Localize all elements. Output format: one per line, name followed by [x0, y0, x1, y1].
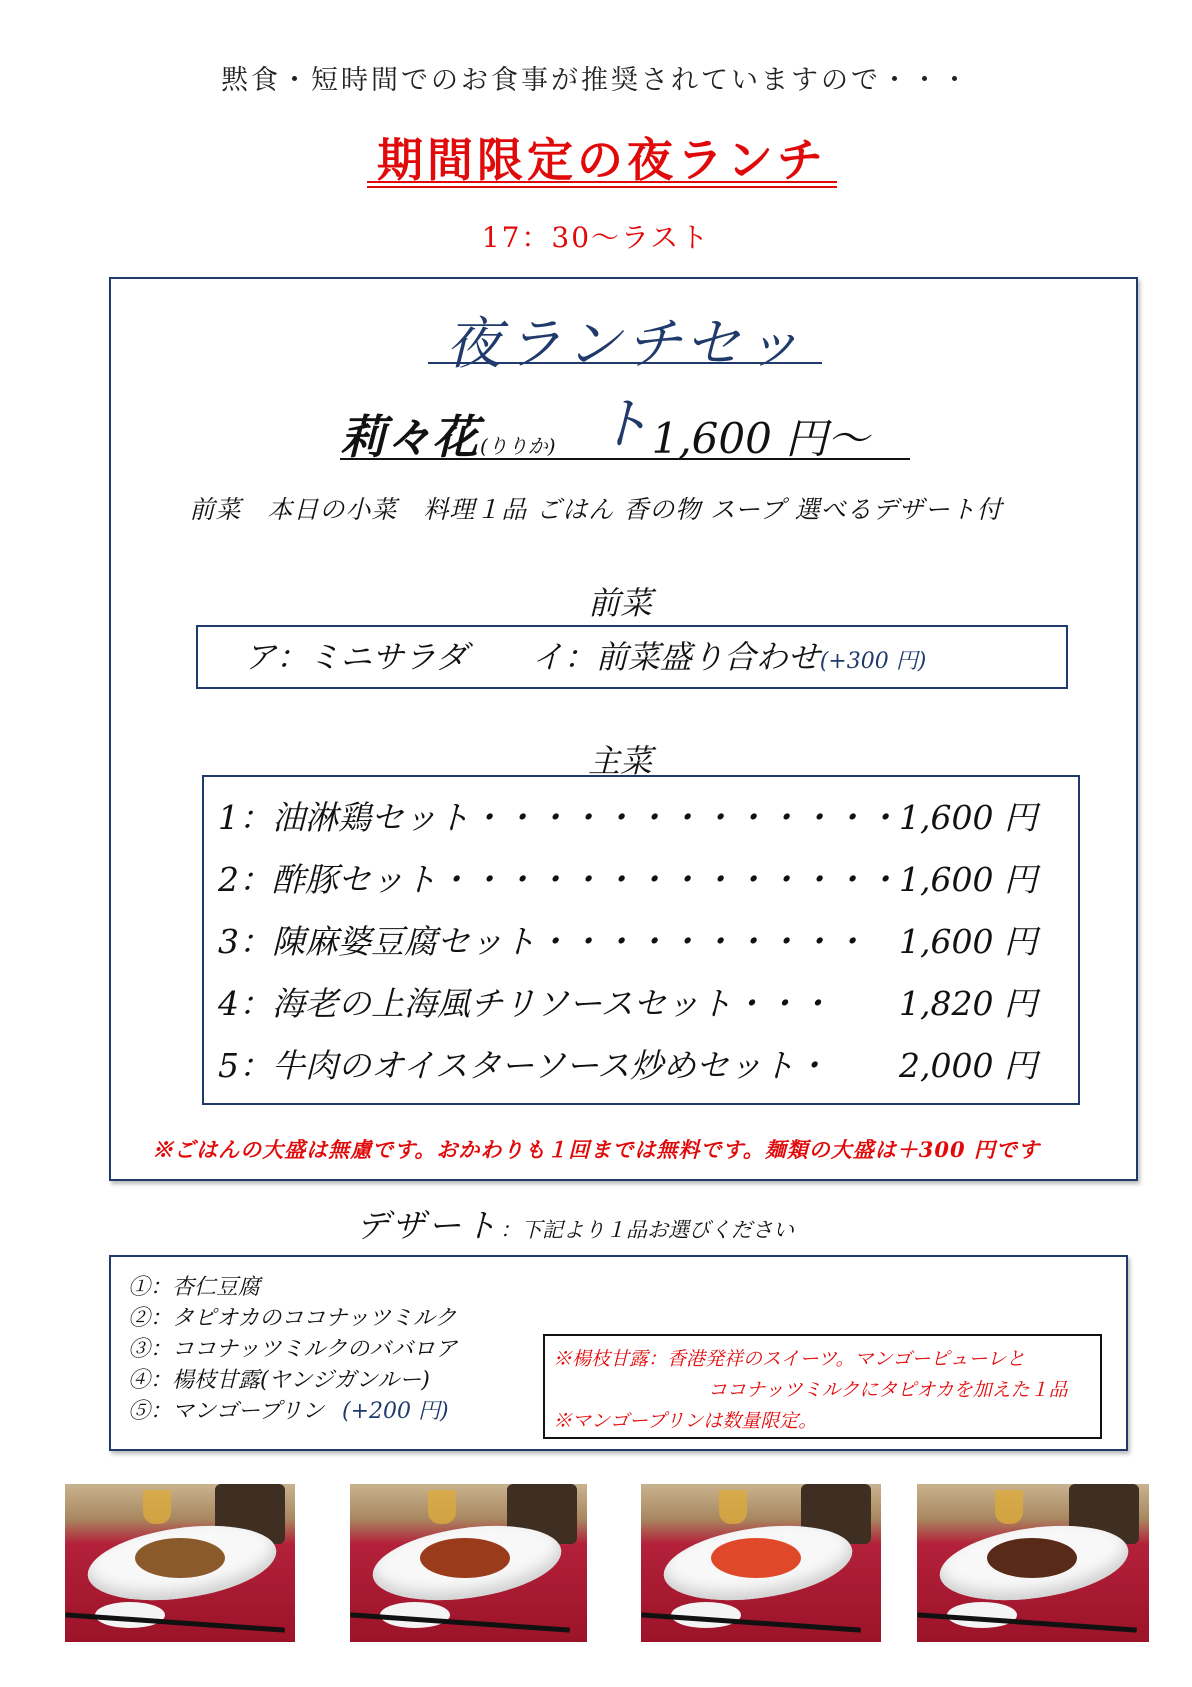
- dish-row: [204, 849, 1078, 911]
- dish-price: 2,000 円: [899, 1046, 1037, 1085]
- food-shape: [420, 1538, 510, 1578]
- dish-name: 2：酢豚セット・・・・・・・・・・・・・・: [218, 860, 899, 899]
- dish-row: [204, 973, 1078, 1035]
- course-name: 莉々花: [340, 410, 478, 464]
- service-hours: 17：30～ラスト: [481, 221, 711, 254]
- course-includes: 前菜 本日の小菜 料理１品 ごはん 香の物 スープ 選べるデザート付: [189, 495, 1003, 524]
- dessert-item: [128, 1396, 457, 1427]
- dessert-label: ⑤：マンゴープリン: [128, 1399, 325, 1424]
- dessert-subtitle: ：下記より１品お選びください: [500, 1218, 794, 1242]
- course-underline: [340, 458, 910, 460]
- course-reading: (りりか): [480, 434, 556, 458]
- set-title-underline: [428, 362, 822, 364]
- starter-option-b-extra: (+300 円): [819, 649, 927, 674]
- dessert-label: ④：楊枝甘露(ヤンジガンルー): [128, 1368, 430, 1393]
- dessert-item: [128, 1365, 457, 1396]
- dessert-heading: [356, 1200, 794, 1247]
- dessert-item: [128, 1303, 457, 1334]
- dish-photo-2: [350, 1484, 587, 1642]
- dish-price: 1,600 円: [899, 922, 1037, 961]
- dish-photo-3: [641, 1484, 881, 1642]
- glass-shape: [428, 1490, 456, 1524]
- intro-text: 黙食・短時間でのお食事が推奨されていますので・・・: [221, 65, 971, 96]
- starter-options-box: [196, 625, 1068, 689]
- food-shape: [987, 1538, 1077, 1578]
- dish-price: 1,600 円: [899, 860, 1037, 899]
- course-price: 1,600 円～: [651, 414, 870, 463]
- glass-shape: [995, 1490, 1023, 1524]
- dessert-item: [128, 1334, 457, 1365]
- dish-name: 4：海老の上海風チリソースセット・・・: [218, 984, 832, 1023]
- dessert-label: ①：杏仁豆腐: [128, 1275, 261, 1300]
- dish-row: [204, 1035, 1078, 1097]
- rice-note: ※ごはんの大盛は無慮です。おかわりも１回までは無料です。麺類の大盛は＋300 円です: [152, 1137, 1040, 1162]
- dish-photo-1: [65, 1484, 295, 1642]
- dish-row: [204, 787, 1078, 849]
- starter-heading: 前菜: [587, 584, 652, 622]
- main-dish-heading: 主菜: [587, 742, 652, 780]
- starter-option-b: イ：前菜盛り合わせ: [531, 638, 820, 676]
- dessert-label: ②：タピオカのココナッツミルク: [128, 1306, 457, 1331]
- dessert-list: [128, 1272, 457, 1427]
- dessert-note: ココナッツミルクにタピオカを加えた１品: [708, 1379, 1068, 1401]
- main-dish-list: [202, 775, 1080, 1105]
- dessert-note-box: [543, 1334, 1102, 1439]
- starter-option-a: ア：ミニサラダ: [244, 638, 468, 676]
- dish-name: 1：油淋鶏セット・・・・・・・・・・・・・: [218, 798, 899, 837]
- dish-name: 3：陳麻婆豆腐セット・・・・・・・・・・: [218, 922, 866, 961]
- title-underline-bottom: [367, 186, 837, 188]
- dish-price: 1,820 円: [899, 984, 1037, 1023]
- title-underline-top: [367, 181, 837, 183]
- dish-price: 1,600 円: [899, 798, 1037, 837]
- dish-photo-4: [917, 1484, 1149, 1642]
- food-shape: [711, 1538, 801, 1578]
- dessert-label: ③：ココナッツミルクのババロア: [128, 1337, 458, 1362]
- page-title: 期間限定の夜ランチ: [377, 133, 827, 187]
- dish-name: 5：牛肉のオイスターソース炒めセット・: [218, 1046, 829, 1085]
- set-title: 夜ランチセット: [445, 312, 805, 457]
- glass-shape: [143, 1490, 171, 1524]
- dessert-title: デザート: [356, 1206, 500, 1245]
- dessert-extra-price: (+200 円): [342, 1399, 449, 1424]
- dessert-note: ※楊枝甘露：香港発祥のスイーツ。マンゴーピューレと: [553, 1348, 1026, 1370]
- food-shape: [135, 1538, 225, 1578]
- dessert-item: [128, 1272, 457, 1303]
- dessert-note: ※マンゴープリンは数量限定。: [553, 1410, 818, 1432]
- dish-row: [204, 911, 1078, 973]
- glass-shape: [719, 1490, 747, 1524]
